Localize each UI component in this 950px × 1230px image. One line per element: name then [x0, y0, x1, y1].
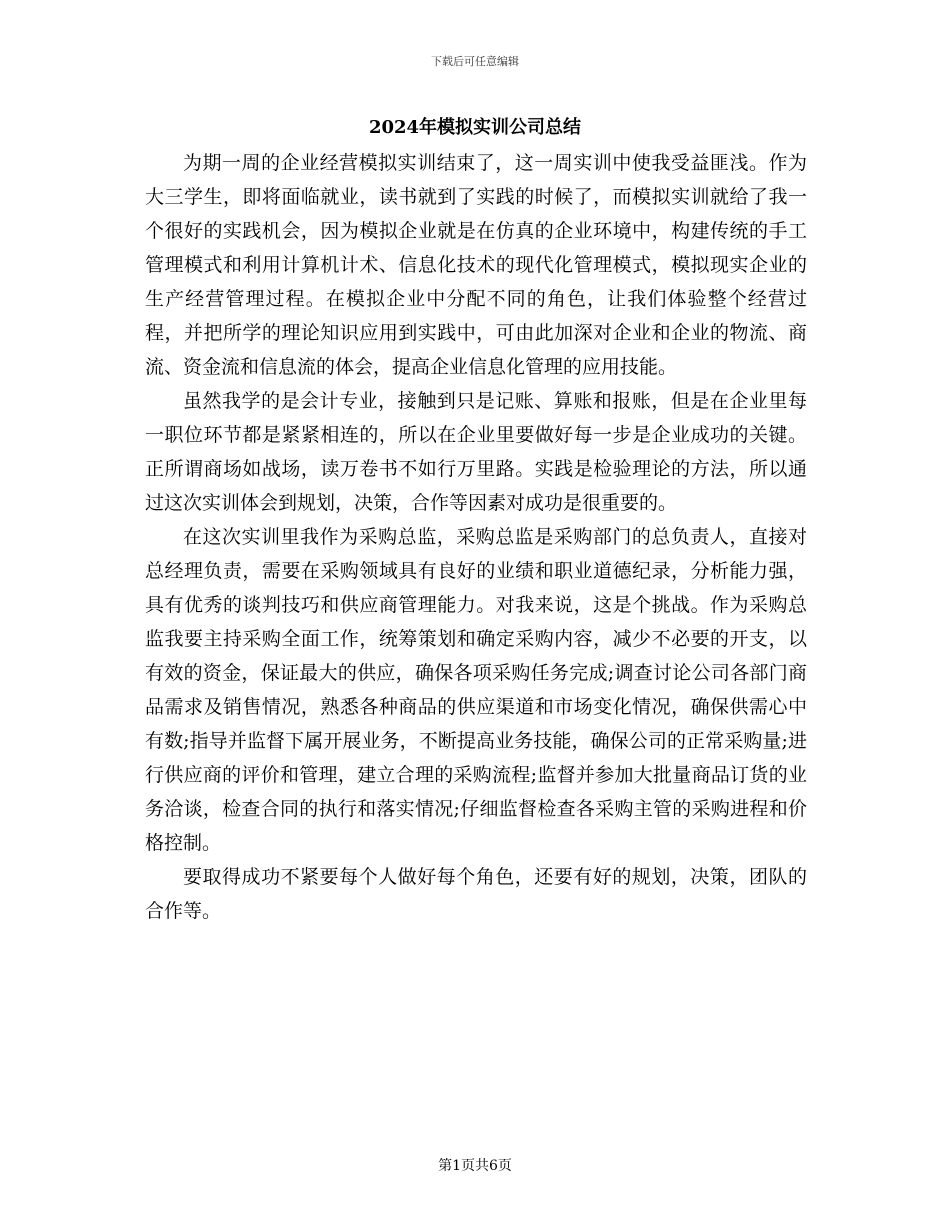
- paragraph-3: 在这次实训里我作为采购总监，采购总监是采购部门的总负责人，直接对总经理负责，需要在采购领域具有良好的业绩和职业道德纪录，分析能力强，具有优秀的谈判技巧和供应商管理能力。对我来说，这是个挑战。作为采购总监我要主持采购全面工作，统筹策划和确定采购内容，减少不必要的开支，以有效的资金，保证最大的供应，确保各项采购任务完成;调查讨论公司各部门商品需求及销售情况，熟悉各种商品的供应渠道和市场变化情况，确保供需心中有数;指导并监督下属开展业务，不断提高业务技能，确保公司的正常采购量;进行供应商的评价和管理，建立合理的采购流程;监督并参加大批量商品订货的业务洽谈，检查合同的执行和落实情况;仔细监督检查各采购主管的采购进程和价格控制。: [145, 526, 807, 854]
- paragraph-2: 虽然我学的是会计专业，接触到只是记账、算账和报账，但是在企业里每一职位环节都是紧紧相连的，所以在企业里要做好每一步是企业成功的关键。正所谓商场如战场，读万卷书不如行万里路。实践是检验理论的方法，所以通过这次实训体会到规划，决策，合作等因素对成功是很重要的。: [145, 390, 807, 514]
- page-footer: 第1页共6页: [438, 1158, 512, 1174]
- document-title: 2024年模拟实训公司总结: [368, 117, 582, 138]
- document-body: [145, 146, 807, 928]
- paragraph-1: 为期一周的企业经营模拟实训结束了，这一周实训中使我受益匪浅。作为大三学生，即将面临就业，读书就到了实践的时候了，而模拟实训就给了我一个很好的实践机会，因为模拟企业就是在仿真的企业环境中，构建传统的手工管理模式和利用计算机计术、信息化技术的现代化管理模式，模拟现实企业的生产经营管理过程。在模拟企业中分配不同的角色，让我们体验整个经营过程，并把所学的理论知识应用到实践中，可由此加深对企业和企业的物流、商流、资金流和信息流的体会，提高企业信息化管理的应用技能。: [145, 152, 807, 378]
- page-header: 下载后可任意编辑: [431, 55, 519, 68]
- paragraph-4: 要取得成功不紧要每个人做好每个角色，还要有好的规划，决策，团队的合作等。: [145, 866, 807, 922]
